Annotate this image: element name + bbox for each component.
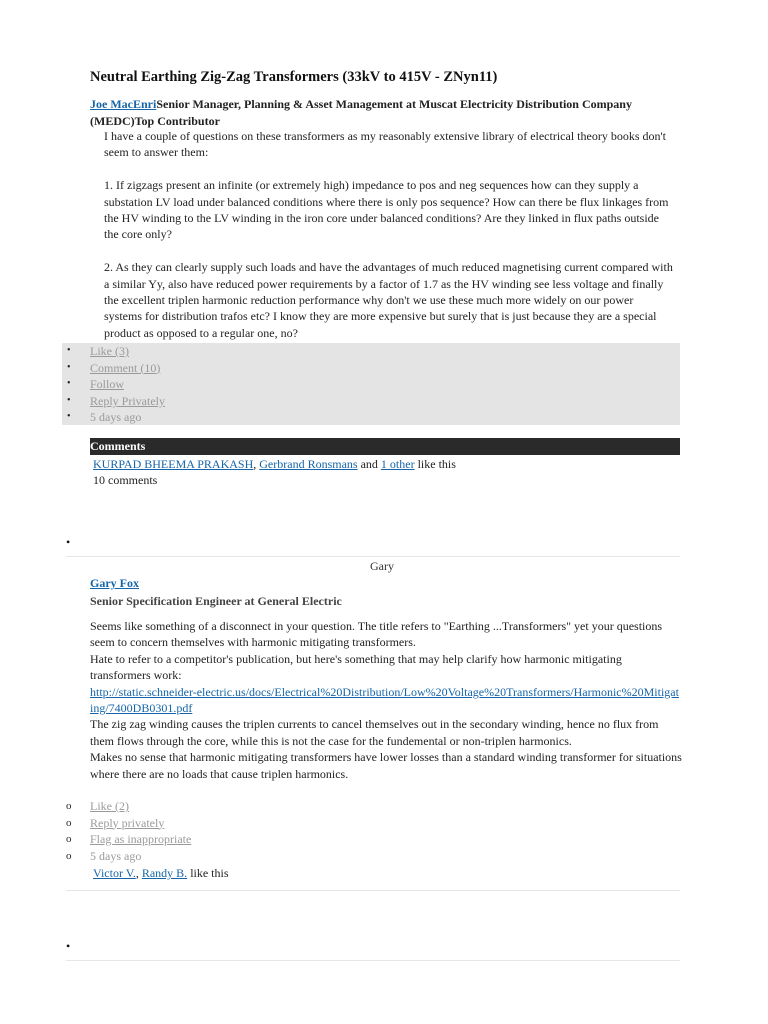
circle-bullet-icon: o xyxy=(66,800,72,812)
comment-bullet-icon: • xyxy=(66,939,71,953)
bullet-icon: • xyxy=(67,361,71,373)
circle-bullet-icon: o xyxy=(66,833,72,846)
comment-paragraph: Hate to refer to a competitor's publication, but here's something that may help clarify how harmonic mitigating transformers work: xyxy=(90,651,622,683)
comment-divider xyxy=(66,960,680,961)
liker-link[interactable]: Victor V. xyxy=(93,866,136,880)
bullet-icon: • xyxy=(67,394,71,406)
post-likers xyxy=(93,456,456,472)
author-headline: Senior Manager, Planning & Asset Management at Muscat Electricity Distribution Company (MEDC) xyxy=(90,97,632,128)
top-contributor-badge: Top Contributor xyxy=(134,113,220,128)
separator: , xyxy=(135,866,139,880)
action-item xyxy=(62,815,362,832)
separator: , xyxy=(253,457,257,471)
post-author-line xyxy=(90,96,680,129)
action-item xyxy=(62,360,362,377)
post-paragraph: I have a couple of questions on these transformers as my reasonably extensive library of electrical theory books don't seem to answer them: xyxy=(104,129,666,160)
comment-timestamp: 5 days ago xyxy=(90,848,142,863)
post-paragraph: 2. As they can clearly supply such loads and have the advantages of much reduced magnetising current compared with a similar Yy, also have reduced power requirements by a factor of 1.7 as the HV winding see less voltage and finally the excellent triplen harmonic reduction performance why don't we use these much more widely on our power systems for distribution trafos etc? I know they are more expensive but surely that is just because they are a special product as opposed to a regular one, no? xyxy=(104,260,673,340)
comments-header xyxy=(90,438,680,455)
comment-button[interactable]: Comment (10) xyxy=(90,360,161,375)
comment-divider xyxy=(66,890,680,891)
comment-count: 10 comments xyxy=(93,473,158,487)
like-this-label: like this xyxy=(417,457,456,471)
comment-paragraph: Makes no sense that harmonic mitigating transformers have lower losses than a standard winding transformer for situations where there are no loads that cause triplen harmonics. xyxy=(90,750,682,781)
comment-divider xyxy=(66,556,680,557)
liker-link[interactable]: Randy B. xyxy=(141,866,188,880)
comment-paragraph: The zig zag winding causes the triplen currents to cancel themselves out in the secondary winding, hence no flux from them flows through the core, while this is not the case for the fundemental or non-triplen harmonics. xyxy=(90,717,659,748)
action-item xyxy=(62,409,362,426)
commenter-role: Senior Specification Engineer at General Electric xyxy=(90,594,342,608)
post-paragraph: 1. If zigzags present an infinite (or extremely high) impedance to pos and neg sequences how can they supply a substation LV load under balanced conditions where there is only pos sequence? How can there be flux linkages from the HV winding to the LV winding in the iron core under balanced conditions? Are they linked in flux paths outside the core only? xyxy=(104,178,669,242)
comment-actions xyxy=(62,798,362,864)
like-this-label: like this xyxy=(190,866,229,880)
comments-header-label: Comments xyxy=(90,439,146,453)
action-item xyxy=(62,831,362,848)
comment-body xyxy=(90,618,682,782)
other-likers-link[interactable]: 1 other xyxy=(380,457,415,471)
action-item xyxy=(62,798,362,815)
post-timestamp: 5 days ago xyxy=(90,410,142,425)
like-button[interactable]: Like (3) xyxy=(90,344,129,358)
comment-like-button[interactable]: Like (2) xyxy=(90,799,129,813)
conjunction: and xyxy=(360,457,378,471)
follow-button[interactable]: Follow xyxy=(90,377,125,392)
comment-paragraph: Seems like something of a disconnect in your question. The title refers to "Earthing ...Transformers" yet your questions seem to concern themselves with harmonic mitigating transformers. xyxy=(90,619,663,650)
comment-bullet-icon: • xyxy=(66,535,71,549)
bullet-icon: • xyxy=(67,345,71,356)
liker-link[interactable]: Gerbrand Ronsmans xyxy=(259,457,358,471)
circle-bullet-icon: o xyxy=(66,849,72,862)
action-item xyxy=(62,393,362,410)
post-actions xyxy=(62,343,362,426)
action-item xyxy=(62,848,362,865)
author-link[interactable]: Joe MacEnri xyxy=(90,97,157,111)
avatar[interactable]: Gary xyxy=(370,559,394,573)
schneider-pdf-link[interactable]: http://static.schneider-electric.us/docs/Electrical%20Distribution/Low%20Voltage%20Transformers/Harmonic%20Mitigating/7400DB0301.pdf xyxy=(90,684,679,716)
bullet-icon: • xyxy=(67,411,71,423)
bullet-icon: • xyxy=(67,378,71,390)
circle-bullet-icon: o xyxy=(66,816,72,829)
page-title: Neutral Earthing Zig-Zag Transformers (33kV to 415V - ZNyn11) xyxy=(90,69,498,85)
commenter-name-link[interactable]: Gary Fox xyxy=(90,576,139,590)
comment-likers xyxy=(93,865,229,881)
flag-inappropriate-button[interactable]: Flag as inappropriate xyxy=(90,832,192,847)
action-item xyxy=(62,343,362,360)
comment-reply-privately-button[interactable]: Reply privately xyxy=(90,815,165,830)
action-item xyxy=(62,376,362,393)
post-body xyxy=(104,128,674,341)
reply-privately-button[interactable]: Reply Privately xyxy=(90,393,165,408)
liker-link[interactable]: KURPAD BHEEMA PRAKASH xyxy=(93,457,254,471)
